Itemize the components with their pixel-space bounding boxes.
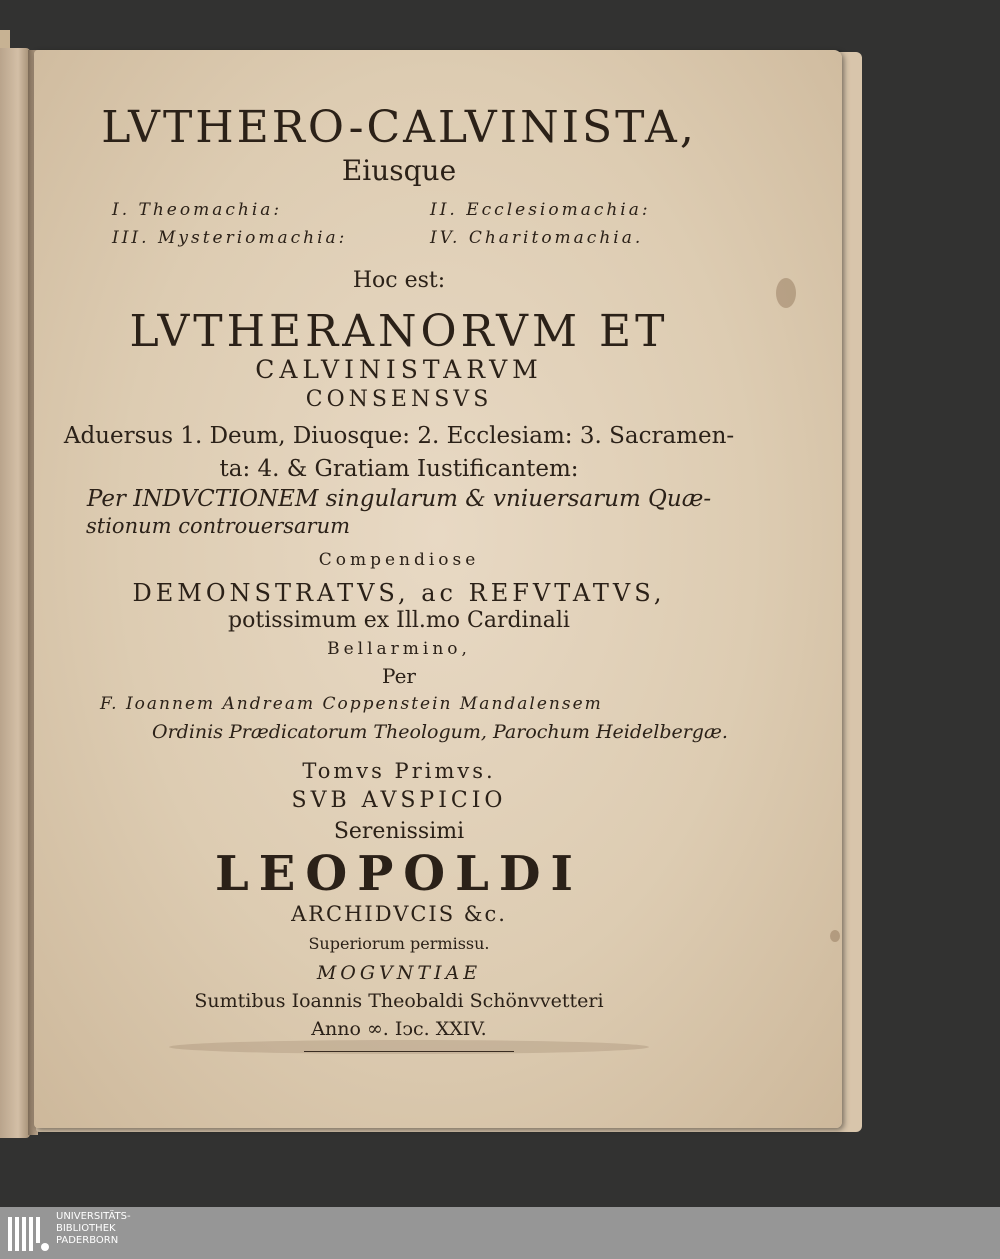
title-line-4: LVTHERANORVM ET <box>129 306 669 357</box>
library-name-line: PADERBORN <box>56 1235 119 1246</box>
title-line-1: LVTHERO-CALVINISTA, <box>101 102 697 153</box>
title-line-2: Eiusque <box>341 154 457 187</box>
contents-list <box>112 200 712 256</box>
title-page-text <box>34 50 842 1128</box>
contents-item: IV. Charitomachia. <box>430 228 644 248</box>
publisher-line: Sumtibus Ioannis Theobaldi Schönvvetteri <box>194 990 604 1012</box>
subtitle-line-9: Per INDVCTIONEM singularum & vniuersarum Quæ- <box>86 486 712 512</box>
serenissimi-line: Serenissimi <box>333 819 465 844</box>
date-line: Anno ∞. Iↄc. XXIV. <box>311 1018 487 1040</box>
library-name-line: UNIVERSITÄTS- <box>56 1211 131 1222</box>
title-line-5: CALVINISTARVM <box>255 355 543 384</box>
subtitle-line-12: DEMONSTRATVS, ac REFVTATVS, <box>132 579 666 607</box>
author-line: F. Ioannem Andream Coppenstein Mandalensem <box>100 694 603 714</box>
subtitle-line-13: potissimum ex Ill.mo Cardinali <box>228 608 570 633</box>
left-page-edge <box>0 30 10 50</box>
subtitle-line-10: stionum controuersarum <box>86 514 351 538</box>
contents-row <box>112 228 712 256</box>
subtitle-line-7: Aduersus 1. Deum, Diuosque: 2. Ecclesiam: 3. Sacramen- <box>63 423 735 449</box>
contents-item: III. Mysteriomachia: <box>112 228 348 248</box>
library-name-line: BIBLIOTHEK <box>56 1223 116 1234</box>
volume-line: Tomvs Primvs. <box>302 759 496 783</box>
per-line: Per <box>382 664 416 688</box>
permission-line: Superiorum permissu. <box>308 934 490 953</box>
imprint-rule <box>304 1051 514 1052</box>
title-line-6: CONSENSVS <box>305 387 493 412</box>
place-line: MOGVNTIAE <box>316 962 482 984</box>
library-footer <box>0 1207 1000 1259</box>
dedicatee-title: ARCHIDVCIS &c. <box>291 902 507 926</box>
subtitle-line-14: Bellarmino, <box>327 639 471 659</box>
contents-row <box>112 200 712 228</box>
dedicatee-name: LEOPOLDI <box>215 846 583 902</box>
library-name <box>56 1211 131 1247</box>
university-library-logo-icon <box>8 1213 50 1253</box>
subtitle-line-11: Compendiose <box>318 550 480 570</box>
left-page <box>0 48 30 1138</box>
contents-item: II. Ecclesiomachia: <box>430 200 651 220</box>
auspicio-line: SVB AVSPICIO <box>291 788 507 813</box>
subtitle-line-8: ta: 4. & Gratiam Iustificantem: <box>219 456 579 482</box>
hoc-est: Hoc est: <box>352 268 446 293</box>
author-title-line: Ordinis Prædicatorum Theologum, Parochum Heidelbergæ. <box>152 721 728 743</box>
contents-item: I. Theomachia: <box>112 200 283 220</box>
